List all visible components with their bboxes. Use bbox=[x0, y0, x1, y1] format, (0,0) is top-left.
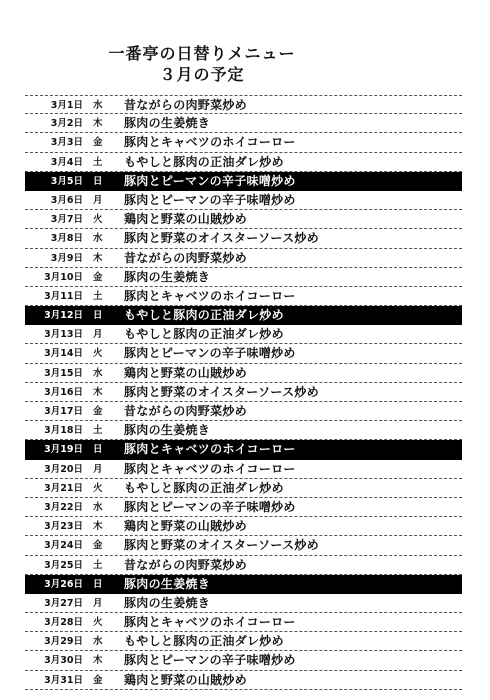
menu-dish: 豚肉の生姜焼き bbox=[124, 269, 211, 284]
menu-weekday: 木 bbox=[93, 521, 103, 533]
menu-dish: 鶏肉と野菜の山賊炒め bbox=[124, 212, 248, 227]
menu-weekday: 金 bbox=[93, 674, 103, 686]
menu-row-highlighted bbox=[25, 440, 462, 459]
menu-weekday: 土 bbox=[93, 559, 103, 571]
menu-date: 3月28日 bbox=[44, 617, 83, 629]
menu-date: 3月13日 bbox=[44, 329, 83, 341]
menu-row bbox=[25, 383, 462, 402]
menu-dish: 豚肉とピーマンの辛子味噌炒め bbox=[124, 499, 296, 514]
menu-date: 3月3日 bbox=[50, 137, 83, 149]
menu-date: 3月2日 bbox=[50, 118, 83, 130]
menu-date: 3月11日 bbox=[44, 290, 83, 302]
menu-dish: 豚肉とピーマンの辛子味噌炒め bbox=[124, 192, 296, 207]
menu-row bbox=[25, 210, 462, 229]
page-subtitle: ３月の予定 bbox=[159, 65, 245, 84]
menu-weekday: 木 bbox=[93, 655, 103, 667]
menu-date: 3月31日 bbox=[44, 674, 83, 686]
menu-date: 3月22日 bbox=[44, 501, 83, 513]
menu-dish: 豚肉とキャベツのホイコーロー bbox=[124, 615, 296, 630]
menu-row bbox=[25, 479, 462, 498]
menu-dish: 豚肉と野菜のオイスターソース炒め bbox=[124, 538, 320, 553]
menu-weekday: 木 bbox=[93, 118, 103, 130]
menu-row bbox=[25, 114, 462, 133]
menu-date: 3月9日 bbox=[50, 252, 83, 264]
menu-weekday: 月 bbox=[93, 463, 103, 475]
menu-weekday: 月 bbox=[93, 329, 103, 341]
menu-dish: 豚肉とキャベツのホイコーロー bbox=[124, 288, 296, 303]
menu-weekday: 月 bbox=[93, 597, 103, 609]
menu-row bbox=[25, 421, 462, 440]
menu-weekday: 火 bbox=[93, 482, 103, 494]
menu-dish: 豚肉とキャベツのホイコーロー bbox=[124, 135, 296, 150]
menu-row bbox=[25, 613, 462, 632]
menu-row bbox=[25, 344, 462, 363]
menu-weekday: 火 bbox=[93, 617, 103, 629]
menu-dish: 豚肉とピーマンの辛子味噌炒め bbox=[124, 173, 296, 188]
menu-weekday: 日 bbox=[93, 310, 103, 322]
menu-row bbox=[25, 632, 462, 651]
menu-row bbox=[25, 671, 462, 690]
menu-weekday: 金 bbox=[93, 271, 103, 283]
menu-weekday: 水 bbox=[93, 100, 103, 111]
menu-row bbox=[25, 229, 462, 248]
menu-weekday: 月 bbox=[93, 194, 103, 206]
menu-row bbox=[25, 249, 462, 268]
menu-row bbox=[25, 498, 462, 517]
menu-row bbox=[25, 95, 462, 114]
menu-weekday: 日 bbox=[93, 444, 103, 456]
menu-date: 3月24日 bbox=[44, 540, 83, 552]
menu-date: 3月16日 bbox=[44, 386, 83, 398]
menu-dish: 豚肉の生姜焼き bbox=[124, 116, 211, 131]
menu-dish: 豚肉とキャベツのホイコーロー bbox=[124, 461, 296, 476]
menu-weekday: 火 bbox=[93, 214, 103, 226]
menu-date: 3月7日 bbox=[50, 214, 83, 226]
menu-date: 3月14日 bbox=[44, 348, 83, 360]
menu-dish: もやしと豚肉の正油ダレ炒め bbox=[124, 634, 284, 649]
menu-row bbox=[25, 191, 462, 210]
menu-row bbox=[25, 594, 462, 613]
menu-row bbox=[25, 133, 462, 152]
menu-date: 3月18日 bbox=[44, 425, 83, 437]
menu-dish: 豚肉とピーマンの辛子味噌炒め bbox=[124, 346, 296, 361]
page-title: 一番亭の日替りメニュー bbox=[108, 44, 296, 63]
menu-row bbox=[25, 536, 462, 555]
menu-date: 3月21日 bbox=[44, 482, 83, 494]
menu-date: 3月26日 bbox=[44, 578, 83, 590]
menu-weekday: 火 bbox=[93, 348, 103, 360]
menu-row bbox=[25, 364, 462, 383]
menu-date: 3月23日 bbox=[44, 521, 83, 533]
menu-row bbox=[25, 402, 462, 421]
menu-date: 3月20日 bbox=[44, 463, 83, 475]
menu-dish: 豚肉の生姜焼き bbox=[124, 423, 211, 438]
menu-date: 3月5日 bbox=[50, 175, 83, 187]
menu-row bbox=[25, 153, 462, 172]
menu-row bbox=[25, 517, 462, 536]
menu-weekday: 水 bbox=[93, 367, 103, 379]
menu-dish: 昔ながらの肉野菜炒め bbox=[124, 404, 248, 418]
menu-weekday: 日 bbox=[93, 578, 103, 590]
menu-weekday: 木 bbox=[93, 386, 103, 398]
menu-dish: もやしと豚肉の正油ダレ炒め bbox=[124, 154, 284, 169]
menu-dish: 鶏肉と野菜の山賊炒め bbox=[124, 519, 248, 534]
menu-weekday: 土 bbox=[93, 156, 103, 168]
menu-date: 3月10日 bbox=[44, 271, 83, 283]
menu-dish: 昔ながらの肉野菜炒め bbox=[124, 557, 248, 572]
menu-weekday: 水 bbox=[93, 636, 103, 648]
menu-date: 3月29日 bbox=[44, 636, 83, 648]
menu-weekday: 金 bbox=[93, 540, 103, 552]
menu-date: 3月27日 bbox=[44, 597, 83, 609]
menu-row bbox=[25, 268, 462, 287]
menu-date: 3月4日 bbox=[50, 156, 83, 168]
menu-dish: 豚肉と野菜のオイスターソース炒め bbox=[124, 384, 320, 399]
menu-weekday: 土 bbox=[93, 425, 103, 437]
menu-date: 3月12日 bbox=[44, 310, 83, 322]
menu-row bbox=[25, 651, 462, 670]
menu-weekday: 木 bbox=[93, 252, 103, 264]
menu-dish: 昔ながらの肉野菜炒め bbox=[124, 98, 248, 112]
menu-row bbox=[25, 287, 462, 306]
menu-dish: もやしと豚肉の正油ダレ炒め bbox=[124, 308, 284, 323]
menu-schedule-list bbox=[25, 95, 462, 690]
menu-row bbox=[25, 325, 462, 344]
menu-dish: 豚肉とピーマンの辛子味噌炒め bbox=[124, 653, 296, 668]
menu-date: 3月25日 bbox=[44, 559, 83, 571]
menu-weekday: 水 bbox=[93, 233, 103, 245]
menu-dish: 昔ながらの肉野菜炒め bbox=[124, 250, 248, 265]
menu-dish: 豚肉とキャベツのホイコーロー bbox=[124, 442, 296, 457]
menu-dish: 鶏肉と野菜の山賊炒め bbox=[124, 672, 248, 687]
menu-dish: 豚肉と野菜のオイスターソース炒め bbox=[124, 231, 320, 246]
menu-weekday: 金 bbox=[93, 406, 103, 417]
menu-dish: もやしと豚肉の正油ダレ炒め bbox=[124, 480, 284, 495]
menu-row bbox=[25, 460, 462, 479]
menu-dish: 豚肉の生姜焼き bbox=[124, 576, 211, 591]
menu-date: 3月8日 bbox=[50, 233, 83, 245]
menu-date: 3月1日 bbox=[50, 100, 83, 111]
menu-date: 3月15日 bbox=[44, 367, 83, 379]
menu-date: 3月19日 bbox=[44, 444, 83, 456]
menu-row-highlighted bbox=[25, 575, 462, 594]
menu-row-highlighted bbox=[25, 172, 462, 191]
menu-weekday: 土 bbox=[93, 290, 103, 302]
menu-weekday: 金 bbox=[93, 137, 103, 149]
menu-dish: 豚肉の生姜焼き bbox=[124, 595, 211, 610]
menu-weekday: 日 bbox=[93, 175, 103, 187]
menu-row bbox=[25, 556, 462, 575]
menu-weekday: 水 bbox=[93, 501, 103, 513]
menu-date: 3月30日 bbox=[44, 655, 83, 667]
menu-date: 3月17日 bbox=[44, 406, 83, 417]
menu-row-highlighted bbox=[25, 306, 462, 325]
menu-date: 3月6日 bbox=[50, 194, 83, 206]
menu-dish: 鶏肉と野菜の山賊炒め bbox=[124, 365, 248, 380]
menu-dish: もやしと豚肉の正油ダレ炒め bbox=[124, 327, 284, 342]
